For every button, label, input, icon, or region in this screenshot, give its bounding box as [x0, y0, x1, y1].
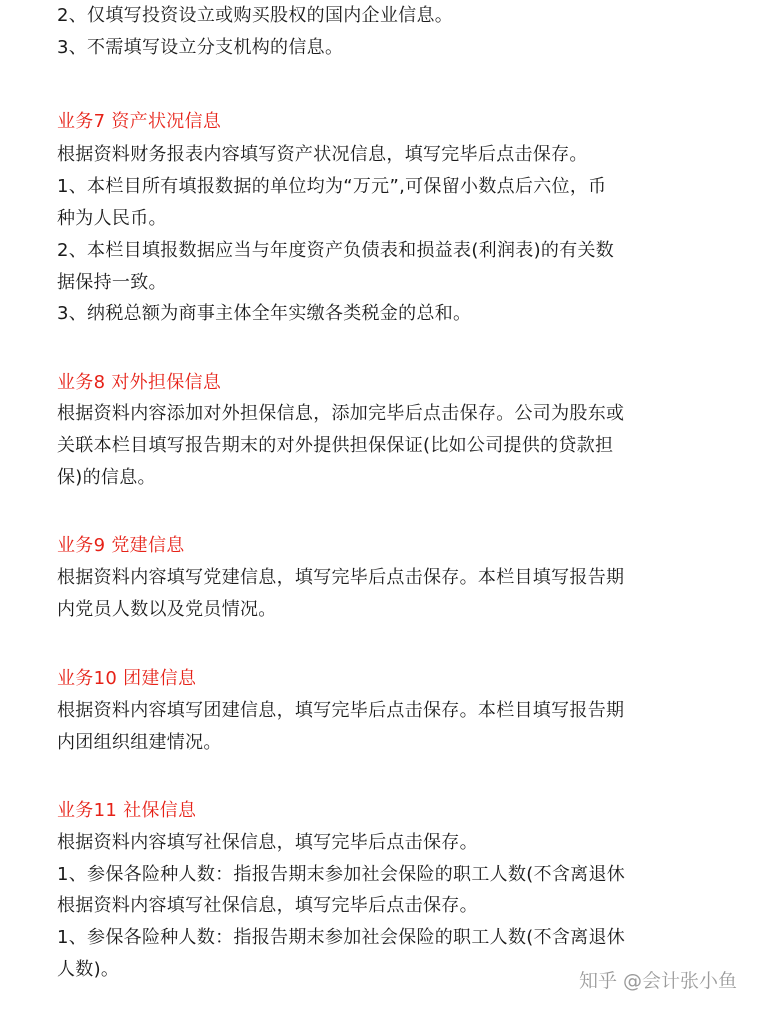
text-line: 2、本栏目填报数据应当与年度资产负债表和损益表(利润表)的有关数	[57, 240, 615, 261]
section-heading: 业务10 团建信息	[57, 668, 197, 689]
text-line: 关联本栏目填写报告期末的对外提供担保保证(比如公司提供的贷款担	[57, 435, 614, 456]
text-line: 人数)。	[57, 959, 120, 980]
text-line: 2、仅填写投资设立或购买股权的国内企业信息。	[57, 5, 454, 26]
text-line: 内党员人数以及党员情况。	[57, 599, 277, 620]
section-heading: 业务11 社保信息	[57, 800, 197, 821]
text-line: 3、纳税总额为商事主体全年实缴各类税金的总和。	[57, 303, 472, 324]
watermark: 知乎 @会计张小鱼	[578, 970, 737, 992]
text-line: 根据资料内容填写社保信息，填写完毕后点击保存。	[57, 832, 478, 853]
text-line: 3、不需填写设立分支机构的信息。	[57, 37, 344, 58]
text-line: 根据资料内容添加对外担保信息，添加完毕后点击保存。公司为股东或	[57, 403, 625, 424]
text-line: 根据资料内容填写社保信息，填写完毕后点击保存。	[57, 895, 478, 916]
text-line: 据保持一致。	[57, 272, 167, 293]
section-heading: 业务8 对外担保信息	[57, 372, 222, 393]
text-line: 根据资料财务报表内容填写资产状况信息，填写完毕后点击保存。	[57, 144, 588, 165]
section-heading: 业务7 资产状况信息	[57, 111, 222, 132]
text-line: 1、本栏目所有填报数据的单位均为“万元”,可保留小数点后六位，币	[57, 176, 607, 197]
text-line: 种为人民币。	[57, 208, 167, 229]
text-line: 根据资料内容填写党建信息，填写完毕后点击保存。本栏目填写报告期	[57, 567, 625, 588]
text-line: 1、参保各险种人数：指报告期末参加社会保险的职工人数(不含离退休	[57, 927, 626, 948]
text-line: 根据资料内容填写团建信息，填写完毕后点击保存。本栏目填写报告期	[57, 700, 625, 721]
section-heading: 业务9 党建信息	[57, 535, 185, 556]
text-line: 1、参保各险种人数：指报告期末参加社会保险的职工人数(不含离退休	[57, 864, 626, 885]
text-line: 内团组织组建情况。	[57, 732, 222, 753]
text-line: 保)的信息。	[57, 467, 156, 488]
